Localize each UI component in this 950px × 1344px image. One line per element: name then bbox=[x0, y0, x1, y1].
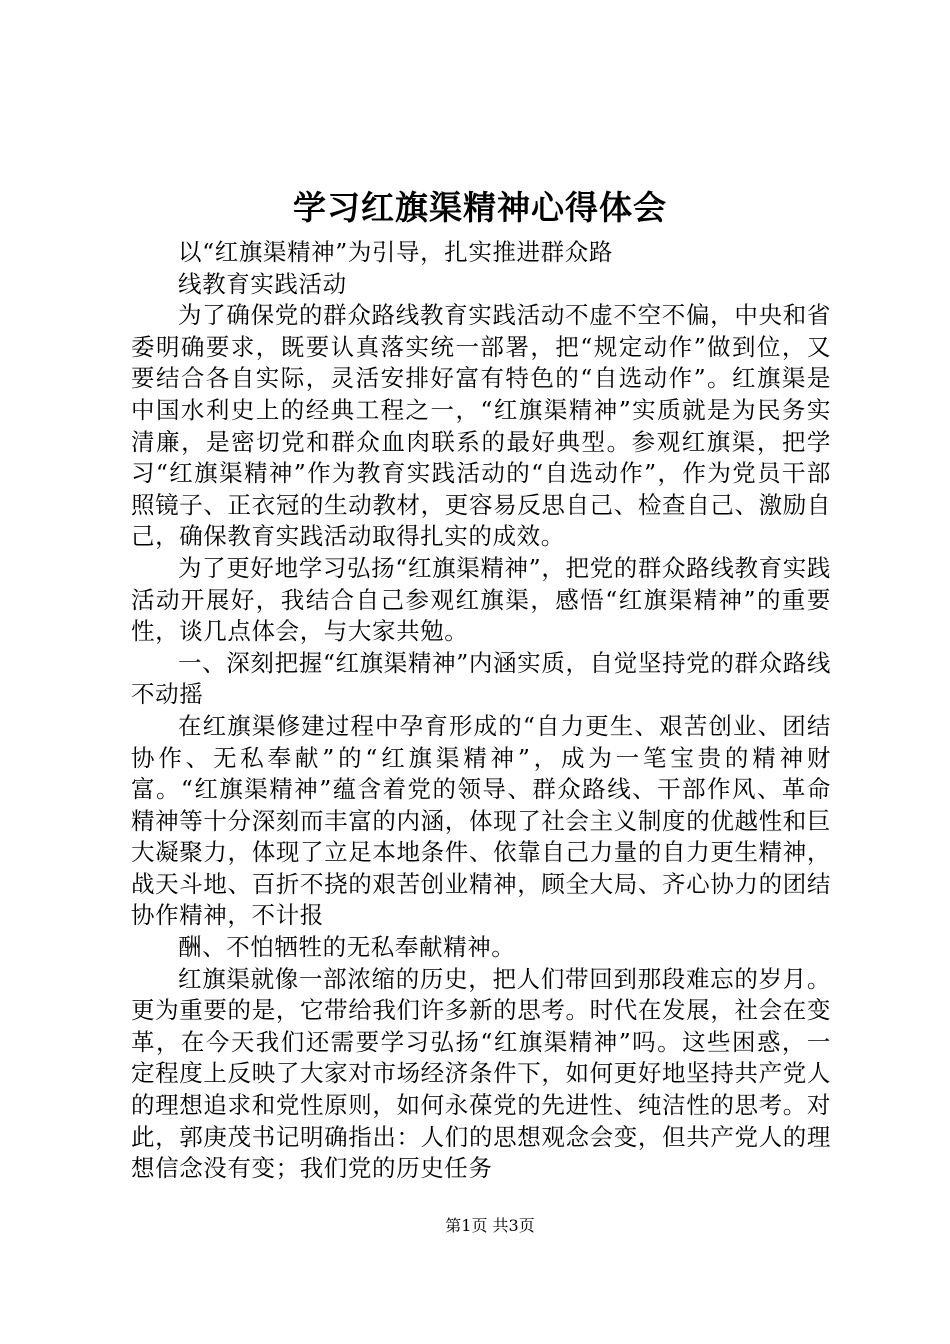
section-heading: 一、深刻把握“红旗渠精神”内涵实质，自觉坚持党的群众路线不动摇 bbox=[131, 648, 831, 709]
document-body bbox=[131, 237, 831, 1185]
document-title: 学习红旗渠精神心得体会 bbox=[293, 188, 667, 227]
subtitle-line-2: 线教育实践活动 bbox=[178, 269, 347, 298]
paragraph: 为了确保党的群众路线教育实践活动不虚不空不偏，中央和省委明确要求，既要认真落实统一部署，把“规定动作”做到位，又要结合各自实际，灵活安排好富有特色的“自选动作”。红旗渠是中国水利史上的经典工程之一，“红旗渠精神”实质就是为民务实清廉，是密切党和群众血肉联系的最好典型。参观红旗渠，把学习“红旗渠精神”作为教育实践活动的“自选动作”，作为党员干部照镜子、正衣冠的生动教材，更容易反思自己、检查自己、激励自己，确保教育实践活动取得扎实的成效。 bbox=[131, 301, 831, 551]
paragraph: 酬、不怕牺牲的无私奉献精神。 bbox=[178, 933, 516, 962]
paragraph: 红旗渠就像一部浓缩的历史，把人们带回到那段难忘的岁月。更为重要的是，它带给我们许多新的思考。时代在发展，社会在变革，在今天我们还需要学习弘扬“红旗渠精神”吗。这些困惑，一定程度上反映了大家对市场经济条件下，如何更好地坚持共产党人的理想追求和党性原则，如何永葆党的先进性、纯洁性的思考。对此，郭庚茂书记明确指出：人们的思想观念会变，但共产党人的理想信念没有变；我们党的历史任务 bbox=[131, 964, 831, 1183]
paragraph: 为了更好地学习弘扬“红旗渠精神”，把党的群众路线教育实践活动开展好，我结合自己参观红旗渠，感悟“红旗渠精神”的重要性，谈几点体会，与大家共勉。 bbox=[131, 553, 831, 646]
page-footer: 第1页 共3页 bbox=[445, 1216, 535, 1235]
paragraph: 在红旗渠修建过程中孕育形成的“自力更生、艰苦创业、团结协作、无私奉献”的“红旗渠精神”，成为一笔宝贵的精神财富。“红旗渠精神”蕴含着党的领导、群众路线、干部作风、革命精神等十分深刻而丰富的内涵，体现了社会主义制度的优越性和巨大凝聚力，体现了立足本地条件、依靠自己力量的自力更生精神，战天斗地、百折不挠的艰苦创业精神，顾全大局、齐心协力的团结协作精神，不计报 bbox=[131, 711, 831, 930]
subtitle-line-1: 以“红旗渠精神”为引导，扎实推进群众路 bbox=[178, 238, 613, 266]
